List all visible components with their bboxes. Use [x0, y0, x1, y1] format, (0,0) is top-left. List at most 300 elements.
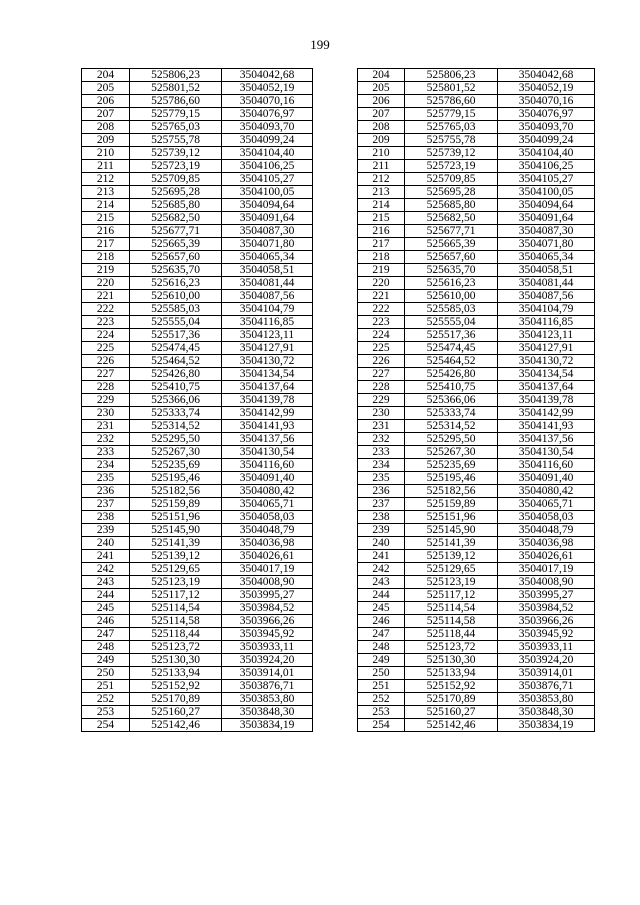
- right-y-coordinate-cell: 3503945,92: [498, 628, 595, 641]
- right-y-coordinate-cell: 3503914,01: [498, 667, 595, 680]
- left-point-number-cell: 240: [82, 537, 130, 550]
- right-x-coordinate-cell: 525151,96: [405, 511, 498, 524]
- left-x-coordinate-cell: 525616,23: [130, 277, 222, 290]
- right-y-coordinate-cell: 3504106,25: [498, 160, 595, 173]
- left-point-number-cell: 233: [82, 446, 130, 459]
- table-row: [82, 485, 595, 498]
- left-point-number-cell: 223: [82, 316, 130, 329]
- right-y-coordinate-cell: 3504065,71: [498, 498, 595, 511]
- table-row: [82, 589, 595, 602]
- column-gap: [313, 524, 358, 537]
- left-x-coordinate-cell: 525117,12: [130, 589, 222, 602]
- right-point-number-cell: 252: [358, 693, 405, 706]
- right-x-coordinate-cell: 525786,60: [405, 95, 498, 108]
- left-point-number-cell: 228: [82, 381, 130, 394]
- right-y-coordinate-cell: 3504094,64: [498, 199, 595, 212]
- table-row: [82, 303, 595, 316]
- table-row: [82, 225, 595, 238]
- right-x-coordinate-cell: 525806,23: [405, 69, 498, 82]
- left-point-number-cell: 225: [82, 342, 130, 355]
- left-y-coordinate-cell: 3504008,90: [222, 576, 313, 589]
- column-gap: [313, 316, 358, 329]
- left-point-number-cell: 238: [82, 511, 130, 524]
- table-row: [82, 264, 595, 277]
- column-gap: [313, 719, 358, 732]
- right-x-coordinate-cell: 525123,19: [405, 576, 498, 589]
- left-y-coordinate-cell: 3503984,52: [222, 602, 313, 615]
- column-gap: [313, 355, 358, 368]
- left-x-coordinate-cell: 525806,23: [130, 69, 222, 82]
- left-y-coordinate-cell: 3504017,19: [222, 563, 313, 576]
- right-y-coordinate-cell: 3504130,72: [498, 355, 595, 368]
- left-point-number-cell: 217: [82, 238, 130, 251]
- right-y-coordinate-cell: 3504080,42: [498, 485, 595, 498]
- left-x-coordinate-cell: 525295,50: [130, 433, 222, 446]
- left-y-coordinate-cell: 3504130,54: [222, 446, 313, 459]
- column-gap: [313, 147, 358, 160]
- right-x-coordinate-cell: 525555,04: [405, 316, 498, 329]
- table-row: [82, 108, 595, 121]
- right-x-coordinate-cell: 525474,45: [405, 342, 498, 355]
- table-row: [82, 641, 595, 654]
- left-y-coordinate-cell: 3504123,11: [222, 329, 313, 342]
- left-x-coordinate-cell: 525123,19: [130, 576, 222, 589]
- left-y-coordinate-cell: 3504091,40: [222, 472, 313, 485]
- left-point-number-cell: 215: [82, 212, 130, 225]
- left-point-number-cell: 222: [82, 303, 130, 316]
- column-gap: [313, 251, 358, 264]
- column-gap: [313, 186, 358, 199]
- right-point-number-cell: 224: [358, 329, 405, 342]
- left-point-number-cell: 247: [82, 628, 130, 641]
- left-x-coordinate-cell: 525235,69: [130, 459, 222, 472]
- left-point-number-cell: 207: [82, 108, 130, 121]
- table-row: [82, 69, 595, 82]
- right-y-coordinate-cell: 3503933,11: [498, 641, 595, 654]
- table-row: [82, 524, 595, 537]
- column-gap: [313, 550, 358, 563]
- table-row: [82, 381, 595, 394]
- right-x-coordinate-cell: 525657,60: [405, 251, 498, 264]
- left-y-coordinate-cell: 3504104,40: [222, 147, 313, 160]
- table-row: [82, 160, 595, 173]
- right-point-number-cell: 241: [358, 550, 405, 563]
- right-x-coordinate-cell: 525114,58: [405, 615, 498, 628]
- table-row: [82, 95, 595, 108]
- left-x-coordinate-cell: 525610,00: [130, 290, 222, 303]
- left-point-number-cell: 243: [82, 576, 130, 589]
- table-row: [82, 316, 595, 329]
- column-gap: [313, 537, 358, 550]
- table-row: [82, 693, 595, 706]
- coordinates-table-body: [82, 69, 595, 732]
- column-gap: [313, 576, 358, 589]
- right-point-number-cell: 206: [358, 95, 405, 108]
- left-x-coordinate-cell: 525333,74: [130, 407, 222, 420]
- column-gap: [313, 160, 358, 173]
- left-y-coordinate-cell: 3503933,11: [222, 641, 313, 654]
- table-row: [82, 706, 595, 719]
- right-x-coordinate-cell: 525133,94: [405, 667, 498, 680]
- left-x-coordinate-cell: 525139,12: [130, 550, 222, 563]
- left-point-number-cell: 214: [82, 199, 130, 212]
- right-x-coordinate-cell: 525129,65: [405, 563, 498, 576]
- left-y-coordinate-cell: 3504099,24: [222, 134, 313, 147]
- left-y-coordinate-cell: 3504093,70: [222, 121, 313, 134]
- column-gap: [313, 446, 358, 459]
- right-point-number-cell: 204: [358, 69, 405, 82]
- table-row: [82, 576, 595, 589]
- right-x-coordinate-cell: 525159,89: [405, 498, 498, 511]
- right-y-coordinate-cell: 3503924,20: [498, 654, 595, 667]
- right-point-number-cell: 215: [358, 212, 405, 225]
- right-point-number-cell: 221: [358, 290, 405, 303]
- right-y-coordinate-cell: 3504134,54: [498, 368, 595, 381]
- left-point-number-cell: 210: [82, 147, 130, 160]
- left-y-coordinate-cell: 3504052,19: [222, 82, 313, 95]
- left-y-coordinate-cell: 3503914,01: [222, 667, 313, 680]
- right-y-coordinate-cell: 3504100,05: [498, 186, 595, 199]
- table-row: [82, 628, 595, 641]
- right-point-number-cell: 245: [358, 602, 405, 615]
- right-x-coordinate-cell: 525610,00: [405, 290, 498, 303]
- left-x-coordinate-cell: 525267,30: [130, 446, 222, 459]
- right-point-number-cell: 247: [358, 628, 405, 641]
- column-gap: [313, 394, 358, 407]
- right-point-number-cell: 254: [358, 719, 405, 732]
- left-y-coordinate-cell: 3503924,20: [222, 654, 313, 667]
- right-x-coordinate-cell: 525801,52: [405, 82, 498, 95]
- left-x-coordinate-cell: 525739,12: [130, 147, 222, 160]
- left-x-coordinate-cell: 525585,03: [130, 303, 222, 316]
- column-gap: [313, 368, 358, 381]
- right-y-coordinate-cell: 3503995,27: [498, 589, 595, 602]
- left-point-number-cell: 205: [82, 82, 130, 95]
- column-gap: [313, 433, 358, 446]
- table-row: [82, 407, 595, 420]
- right-y-coordinate-cell: 3503876,71: [498, 680, 595, 693]
- left-point-number-cell: 227: [82, 368, 130, 381]
- right-point-number-cell: 229: [358, 394, 405, 407]
- left-point-number-cell: 234: [82, 459, 130, 472]
- right-point-number-cell: 249: [358, 654, 405, 667]
- column-gap: [313, 238, 358, 251]
- left-y-coordinate-cell: 3504042,68: [222, 69, 313, 82]
- right-point-number-cell: 239: [358, 524, 405, 537]
- left-y-coordinate-cell: 3503995,27: [222, 589, 313, 602]
- left-point-number-cell: 241: [82, 550, 130, 563]
- left-x-coordinate-cell: 525170,89: [130, 693, 222, 706]
- right-x-coordinate-cell: 525170,89: [405, 693, 498, 706]
- left-point-number-cell: 230: [82, 407, 130, 420]
- left-point-number-cell: 237: [82, 498, 130, 511]
- right-x-coordinate-cell: 525117,12: [405, 589, 498, 602]
- left-y-coordinate-cell: 3504141,93: [222, 420, 313, 433]
- right-y-coordinate-cell: 3503984,52: [498, 602, 595, 615]
- left-x-coordinate-cell: 525160,27: [130, 706, 222, 719]
- right-y-coordinate-cell: 3504065,34: [498, 251, 595, 264]
- right-point-number-cell: 225: [358, 342, 405, 355]
- right-y-coordinate-cell: 3504087,56: [498, 290, 595, 303]
- right-point-number-cell: 232: [358, 433, 405, 446]
- right-x-coordinate-cell: 525295,50: [405, 433, 498, 446]
- column-gap: [313, 628, 358, 641]
- left-x-coordinate-cell: 525779,15: [130, 108, 222, 121]
- left-y-coordinate-cell: 3504026,61: [222, 550, 313, 563]
- right-y-coordinate-cell: 3504071,80: [498, 238, 595, 251]
- right-y-coordinate-cell: 3504116,85: [498, 316, 595, 329]
- left-x-coordinate-cell: 525118,44: [130, 628, 222, 641]
- right-x-coordinate-cell: 525314,52: [405, 420, 498, 433]
- right-point-number-cell: 217: [358, 238, 405, 251]
- left-y-coordinate-cell: 3504076,97: [222, 108, 313, 121]
- column-gap: [313, 95, 358, 108]
- right-point-number-cell: 251: [358, 680, 405, 693]
- table-row: [82, 459, 595, 472]
- table-row: [82, 121, 595, 134]
- left-point-number-cell: 213: [82, 186, 130, 199]
- left-x-coordinate-cell: 525410,75: [130, 381, 222, 394]
- column-gap: [313, 641, 358, 654]
- left-y-coordinate-cell: 3504087,56: [222, 290, 313, 303]
- right-y-coordinate-cell: 3504104,40: [498, 147, 595, 160]
- right-x-coordinate-cell: 525195,46: [405, 472, 498, 485]
- right-x-coordinate-cell: 525267,30: [405, 446, 498, 459]
- table-row: [82, 550, 595, 563]
- column-gap: [313, 290, 358, 303]
- column-gap: [313, 589, 358, 602]
- right-y-coordinate-cell: 3503834,19: [498, 719, 595, 732]
- table-row: [82, 290, 595, 303]
- left-y-coordinate-cell: 3504065,71: [222, 498, 313, 511]
- left-x-coordinate-cell: 525114,58: [130, 615, 222, 628]
- right-y-coordinate-cell: 3504091,64: [498, 212, 595, 225]
- right-x-coordinate-cell: 525517,36: [405, 329, 498, 342]
- column-gap: [313, 420, 358, 433]
- left-y-coordinate-cell: 3504127,91: [222, 342, 313, 355]
- right-point-number-cell: 205: [358, 82, 405, 95]
- right-y-coordinate-cell: 3504076,97: [498, 108, 595, 121]
- left-y-coordinate-cell: 3504137,56: [222, 433, 313, 446]
- table-row: [82, 342, 595, 355]
- page-number: 199: [310, 37, 330, 52]
- left-y-coordinate-cell: 3504104,79: [222, 303, 313, 316]
- column-gap: [313, 667, 358, 680]
- left-x-coordinate-cell: 525665,39: [130, 238, 222, 251]
- right-y-coordinate-cell: 3504017,19: [498, 563, 595, 576]
- column-gap: [313, 69, 358, 82]
- right-point-number-cell: 213: [358, 186, 405, 199]
- left-x-coordinate-cell: 525723,19: [130, 160, 222, 173]
- right-point-number-cell: 244: [358, 589, 405, 602]
- right-x-coordinate-cell: 525695,28: [405, 186, 498, 199]
- right-y-coordinate-cell: 3504142,99: [498, 407, 595, 420]
- column-gap: [313, 680, 358, 693]
- left-x-coordinate-cell: 525426,80: [130, 368, 222, 381]
- left-point-number-cell: 239: [82, 524, 130, 537]
- right-x-coordinate-cell: 525123,72: [405, 641, 498, 654]
- right-y-coordinate-cell: 3504099,24: [498, 134, 595, 147]
- table-row: [82, 563, 595, 576]
- column-gap: [313, 277, 358, 290]
- left-point-number-cell: 232: [82, 433, 130, 446]
- right-x-coordinate-cell: 525585,03: [405, 303, 498, 316]
- column-gap: [313, 485, 358, 498]
- left-point-number-cell: 229: [82, 394, 130, 407]
- left-point-number-cell: 248: [82, 641, 130, 654]
- right-point-number-cell: 234: [358, 459, 405, 472]
- table-row: [82, 654, 595, 667]
- right-x-coordinate-cell: 525235,69: [405, 459, 498, 472]
- right-point-number-cell: 230: [358, 407, 405, 420]
- left-y-coordinate-cell: 3504137,64: [222, 381, 313, 394]
- column-gap: [313, 407, 358, 420]
- column-gap: [313, 342, 358, 355]
- left-point-number-cell: 252: [82, 693, 130, 706]
- right-y-coordinate-cell: 3504105,27: [498, 173, 595, 186]
- right-y-coordinate-cell: 3504139,78: [498, 394, 595, 407]
- left-y-coordinate-cell: 3504130,72: [222, 355, 313, 368]
- column-gap: [313, 303, 358, 316]
- left-y-coordinate-cell: 3504142,99: [222, 407, 313, 420]
- right-y-coordinate-cell: 3504116,60: [498, 459, 595, 472]
- right-x-coordinate-cell: 525709,85: [405, 173, 498, 186]
- right-y-coordinate-cell: 3503848,30: [498, 706, 595, 719]
- table-row: [82, 186, 595, 199]
- right-x-coordinate-cell: 525739,12: [405, 147, 498, 160]
- left-x-coordinate-cell: 525159,89: [130, 498, 222, 511]
- left-point-number-cell: 211: [82, 160, 130, 173]
- table-row: [82, 355, 595, 368]
- right-point-number-cell: 212: [358, 173, 405, 186]
- right-x-coordinate-cell: 525139,12: [405, 550, 498, 563]
- table-row: [82, 433, 595, 446]
- column-gap: [313, 82, 358, 95]
- left-x-coordinate-cell: 525366,06: [130, 394, 222, 407]
- table-row: [82, 602, 595, 615]
- right-x-coordinate-cell: 525464,52: [405, 355, 498, 368]
- left-point-number-cell: 251: [82, 680, 130, 693]
- left-point-number-cell: 204: [82, 69, 130, 82]
- right-y-coordinate-cell: 3504127,91: [498, 342, 595, 355]
- table-row: [82, 472, 595, 485]
- left-point-number-cell: 209: [82, 134, 130, 147]
- right-y-coordinate-cell: 3504141,93: [498, 420, 595, 433]
- left-point-number-cell: 249: [82, 654, 130, 667]
- left-point-number-cell: 231: [82, 420, 130, 433]
- left-x-coordinate-cell: 525657,60: [130, 251, 222, 264]
- right-point-number-cell: 220: [358, 277, 405, 290]
- left-x-coordinate-cell: 525685,80: [130, 199, 222, 212]
- left-x-coordinate-cell: 525786,60: [130, 95, 222, 108]
- left-y-coordinate-cell: 3503848,30: [222, 706, 313, 719]
- left-y-coordinate-cell: 3504081,44: [222, 277, 313, 290]
- column-gap: [313, 511, 358, 524]
- column-gap: [313, 498, 358, 511]
- column-gap: [313, 563, 358, 576]
- right-point-number-cell: 236: [358, 485, 405, 498]
- left-point-number-cell: 208: [82, 121, 130, 134]
- left-x-coordinate-cell: 525755,78: [130, 134, 222, 147]
- left-point-number-cell: 216: [82, 225, 130, 238]
- left-point-number-cell: 235: [82, 472, 130, 485]
- left-y-coordinate-cell: 3503853,80: [222, 693, 313, 706]
- left-y-coordinate-cell: 3503945,92: [222, 628, 313, 641]
- right-point-number-cell: 238: [358, 511, 405, 524]
- right-point-number-cell: 253: [358, 706, 405, 719]
- right-point-number-cell: 228: [358, 381, 405, 394]
- right-x-coordinate-cell: 525118,44: [405, 628, 498, 641]
- right-y-coordinate-cell: 3504130,54: [498, 446, 595, 459]
- right-x-coordinate-cell: 525114,54: [405, 602, 498, 615]
- left-point-number-cell: 221: [82, 290, 130, 303]
- left-y-coordinate-cell: 3504094,64: [222, 199, 313, 212]
- left-point-number-cell: 206: [82, 95, 130, 108]
- right-y-coordinate-cell: 3504093,70: [498, 121, 595, 134]
- right-point-number-cell: 233: [358, 446, 405, 459]
- table-row: [82, 251, 595, 264]
- right-y-coordinate-cell: 3504052,19: [498, 82, 595, 95]
- left-x-coordinate-cell: 525677,71: [130, 225, 222, 238]
- right-y-coordinate-cell: 3504042,68: [498, 69, 595, 82]
- right-x-coordinate-cell: 525160,27: [405, 706, 498, 719]
- column-gap: [313, 459, 358, 472]
- right-x-coordinate-cell: 525366,06: [405, 394, 498, 407]
- left-x-coordinate-cell: 525114,54: [130, 602, 222, 615]
- column-gap: [313, 329, 358, 342]
- left-y-coordinate-cell: 3504116,85: [222, 316, 313, 329]
- table-row: [82, 199, 595, 212]
- right-y-coordinate-cell: 3504070,16: [498, 95, 595, 108]
- table-row: [82, 719, 595, 732]
- right-y-coordinate-cell: 3504091,40: [498, 472, 595, 485]
- right-x-coordinate-cell: 525130,30: [405, 654, 498, 667]
- left-y-coordinate-cell: 3504070,16: [222, 95, 313, 108]
- right-x-coordinate-cell: 525182,56: [405, 485, 498, 498]
- table-row: [82, 498, 595, 511]
- left-y-coordinate-cell: 3504134,54: [222, 368, 313, 381]
- right-point-number-cell: 237: [358, 498, 405, 511]
- column-gap: [313, 225, 358, 238]
- column-gap: [313, 264, 358, 277]
- left-y-coordinate-cell: 3504080,42: [222, 485, 313, 498]
- left-x-coordinate-cell: 525141,39: [130, 537, 222, 550]
- right-y-coordinate-cell: 3504137,56: [498, 433, 595, 446]
- right-x-coordinate-cell: 525755,78: [405, 134, 498, 147]
- right-point-number-cell: 216: [358, 225, 405, 238]
- right-x-coordinate-cell: 525723,19: [405, 160, 498, 173]
- column-gap: [313, 134, 358, 147]
- right-y-coordinate-cell: 3504081,44: [498, 277, 595, 290]
- right-y-coordinate-cell: 3504036,98: [498, 537, 595, 550]
- right-point-number-cell: 250: [358, 667, 405, 680]
- left-y-coordinate-cell: 3504105,27: [222, 173, 313, 186]
- left-x-coordinate-cell: 525709,85: [130, 173, 222, 186]
- left-point-number-cell: 246: [82, 615, 130, 628]
- left-x-coordinate-cell: 525474,45: [130, 342, 222, 355]
- right-point-number-cell: 222: [358, 303, 405, 316]
- left-y-coordinate-cell: 3504036,98: [222, 537, 313, 550]
- left-x-coordinate-cell: 525195,46: [130, 472, 222, 485]
- left-x-coordinate-cell: 525464,52: [130, 355, 222, 368]
- right-y-coordinate-cell: 3504104,79: [498, 303, 595, 316]
- left-y-coordinate-cell: 3504058,03: [222, 511, 313, 524]
- right-point-number-cell: 207: [358, 108, 405, 121]
- left-x-coordinate-cell: 525695,28: [130, 186, 222, 199]
- right-point-number-cell: 243: [358, 576, 405, 589]
- right-x-coordinate-cell: 525141,39: [405, 537, 498, 550]
- column-gap: [313, 706, 358, 719]
